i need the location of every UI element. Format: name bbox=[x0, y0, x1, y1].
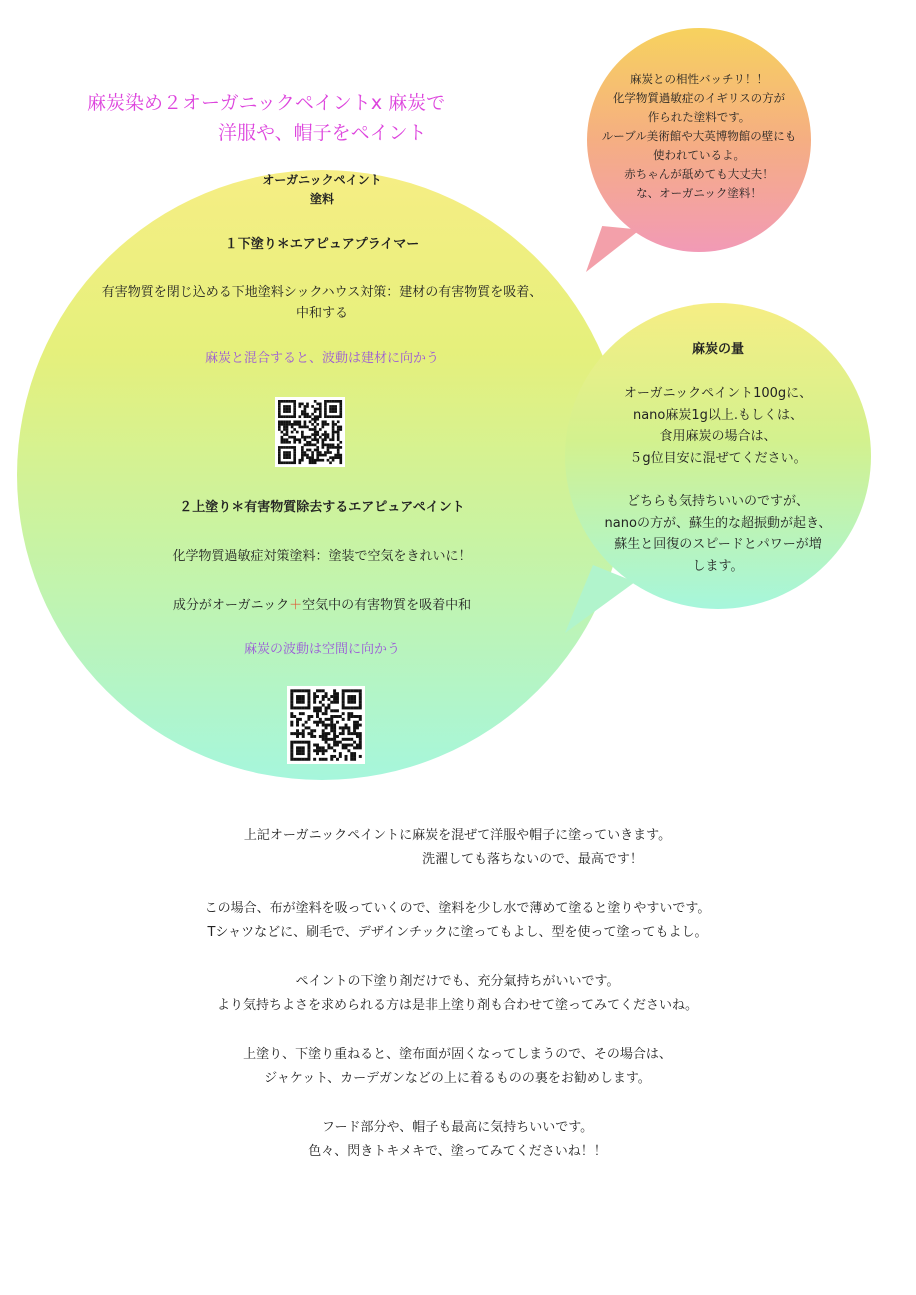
step1-heading: １下塗り＊エアピュアプライマー bbox=[224, 237, 420, 252]
body-line: ジャケット、カーデガンなどの上に着るものの裏をお勧めします。 bbox=[264, 1071, 651, 1086]
bubble-top-line: 作られた塗料です。 bbox=[647, 110, 751, 124]
step1-note: 麻炭と混合すると、波動は建材に向かう bbox=[204, 351, 439, 366]
hemp-amount-line: 食用麻炭の場合は、 bbox=[659, 429, 777, 444]
hemp-amount-line: オーガニックペイント100gに、 bbox=[623, 386, 813, 401]
hemp-amount-text bbox=[580, 383, 856, 469]
hemp-amount-heading: 麻炭の量 bbox=[691, 342, 744, 357]
bubble-top-line: 化学物質過敏症のイギリスの方が bbox=[612, 91, 786, 105]
step1-description-line1: 有害物質を閉じ込める下地塗料シックハウス対策：建材の有害物質を吸着、 bbox=[101, 285, 543, 300]
circle-header-line2: 塗料 bbox=[309, 192, 334, 206]
step2-ingredients-a: 成分がオーガニック bbox=[172, 598, 290, 613]
step2-description: 化学物質過敏症対策塗料：塗装で空気をきれいに！ bbox=[172, 549, 472, 564]
bubble-top-line: 使われているよ。 bbox=[653, 148, 745, 162]
bubble-top-line: 赤ちゃんが舐めても大丈夫！ bbox=[624, 167, 774, 181]
bubble-top-line: ルーブル美術館や大英博物館の壁にも bbox=[601, 129, 797, 143]
body-line: フード部分や、帽子も最高に気持ちいいです。 bbox=[321, 1120, 594, 1135]
body-line: より気持ちよさを求められる方は是非上塗り剤も合わせて塗ってみてくださいね。 bbox=[216, 998, 698, 1013]
qr-code-icon bbox=[275, 397, 345, 467]
body-line: 洗濯しても落ちないので、最高です！ bbox=[422, 852, 643, 867]
body-line: Tシャツなどに、刷毛で、デザインチックに塗ってもよし、型を使って塗ってもよし。 bbox=[207, 925, 708, 940]
body-line: この場合、布が塗料を吸っていくので、塗料を少し水で薄めて塗ると塗りやすいです。 bbox=[204, 901, 711, 916]
bubble-top-line: 麻炭との相性バッチリ！！ bbox=[630, 72, 768, 86]
hemp-effect-line: どちらも気持ちいいのですが、 bbox=[626, 494, 809, 509]
circle-header-line1: オーガニックペイント bbox=[262, 173, 382, 187]
hemp-effect-line: nanoの方が、蘇生的な超振動が起き、 bbox=[604, 515, 832, 531]
step1-description bbox=[17, 282, 627, 324]
hemp-effect-text bbox=[580, 491, 856, 577]
body-line: 上記オーガニックペイントに麻炭を混ぜて洋服や帽子に塗っていきます。 bbox=[243, 828, 672, 843]
hemp-effect-line: します。 bbox=[692, 558, 744, 574]
page-title-line1: 麻炭染め２オーガニックペイントx 麻炭で bbox=[87, 92, 446, 114]
speech-bubble-top-text bbox=[587, 70, 811, 203]
qr-code-icon bbox=[287, 686, 365, 764]
plus-sign: ＋ bbox=[289, 598, 303, 613]
body-line: 上塗り、下塗り重ねると、塗布面が固くなってしまうので、その場合は、 bbox=[243, 1047, 672, 1062]
bubble-top-line: な、オーガニック塗料！ bbox=[636, 186, 762, 200]
page-title-line2: 洋服や、帽子をペイント bbox=[218, 122, 427, 144]
body-line: 色々、閃きトキメキで、塗ってみてくださいね！！ bbox=[308, 1144, 607, 1159]
step2-note: 麻炭の波動は空間に向かう bbox=[243, 642, 400, 657]
hemp-effect-line: 蘇生と回復のスピードとパワーが増 bbox=[614, 537, 822, 552]
step2-ingredients-b: 空気中の有害物質を吸着中和 bbox=[302, 598, 472, 613]
circle-header bbox=[17, 171, 627, 209]
body-text bbox=[150, 824, 765, 1164]
hemp-amount-line: nano麻炭1g以上.もしくは、 bbox=[632, 407, 804, 423]
step1-description-line2: 中和する bbox=[295, 306, 348, 321]
step2-ingredients bbox=[17, 595, 627, 616]
step2-heading: ２上塗り＊有害物質除去するエアピュアペイント bbox=[179, 500, 465, 515]
body-line: ペイントの下塗り剤だけでも、充分氣持ちがいいです。 bbox=[295, 974, 620, 989]
hemp-amount-line: ５g位目安に混ぜてください。 bbox=[629, 450, 807, 466]
